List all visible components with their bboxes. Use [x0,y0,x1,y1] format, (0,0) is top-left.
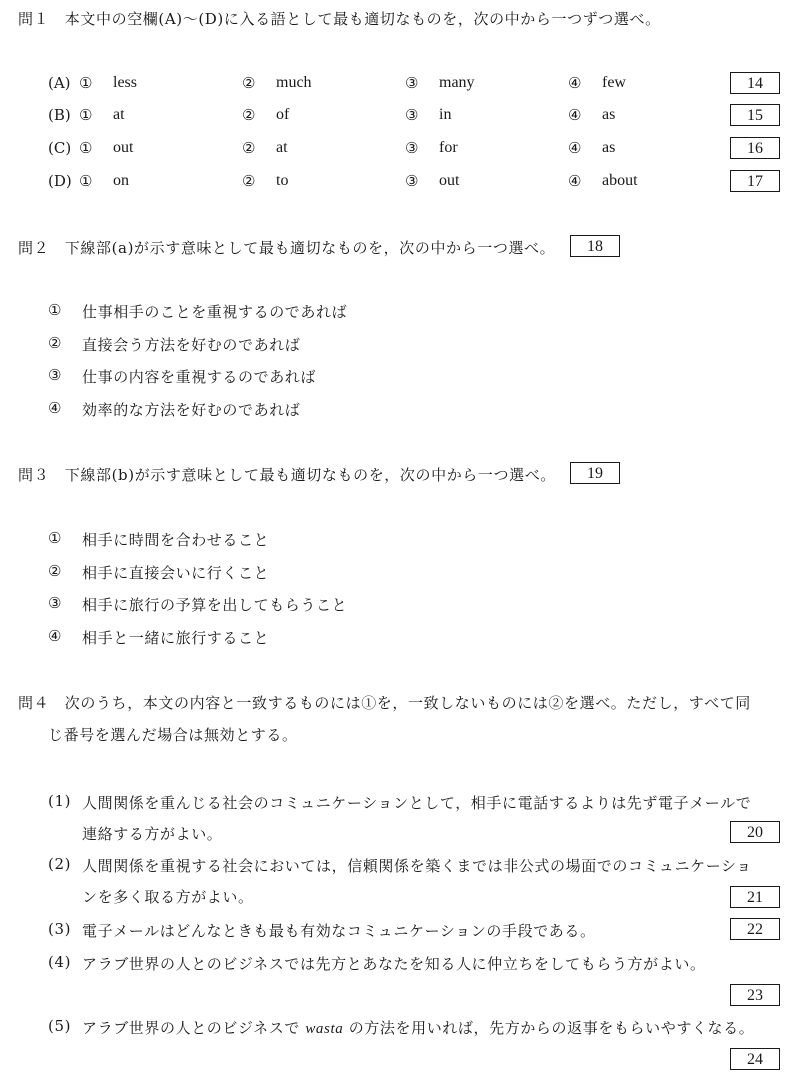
choice-word[interactable]: many [439,74,475,91]
item-text-cont: ンを多く取る方がよい。 [82,888,254,906]
choice-word[interactable]: out [439,172,460,189]
choice-number: ② [242,172,256,190]
choice-number: ④ [48,627,63,645]
choice-text[interactable]: 相手に時間を合わせること [82,531,270,549]
choice-text[interactable]: 効率的な方法を好むのであれば [82,401,301,419]
choice-word[interactable]: on [113,172,129,189]
choice-number: ② [48,334,63,352]
choice-number: ④ [568,106,582,124]
item-text: 人間関係を重んじる社会のコミュニケーションとして，相手に電話するよりは先ず電子メールで [82,794,752,812]
item-text: 電子メールはどんなときも最も有効なコミュニケーションの手段である。 [82,922,596,940]
item-text [82,1017,754,1038]
q1-row-label: (C) [48,139,72,157]
choice-number: ① [79,139,93,157]
answer-box-20[interactable]: 20 [730,821,780,843]
item-text: 人間関係を重視する社会においては，信頼関係を築くまでは非公式の場面でのコミュニケーショ [82,857,752,875]
q1-heading: 問１ 本文中の空欄(A)～(D)に入る語として最も適切なものを，次の中から一つずつ選べ。 [18,10,661,28]
choice-number: ② [242,106,256,124]
choice-number: ① [48,301,63,319]
choice-word[interactable]: much [276,74,312,91]
choice-word[interactable]: out [113,139,134,156]
answer-box-18[interactable]: 18 [570,235,620,257]
choice-number: ① [79,106,93,124]
q3-heading: 問３ 下線部(b)が示す意味として最も適切なものを，次の中から一つ選べ。 [18,466,556,484]
item-text: アラブ世界の人とのビジネスでは先方とあなたを知る人に仲立ちをしてもらう方がよい。 [82,955,706,973]
choice-number: ② [242,139,256,157]
answer-box-23[interactable]: 23 [730,984,780,1006]
item-text-pre: アラブ世界の人とのビジネスで [82,1019,306,1037]
choice-number: ① [48,529,63,547]
choice-text[interactable]: 仕事の内容を重視するのであれば [82,368,317,386]
choice-number: ③ [48,594,63,612]
answer-box-16[interactable]: 16 [730,137,780,159]
answer-box-19[interactable]: 19 [570,462,620,484]
choice-text[interactable]: 相手と一緒に旅行すること [82,629,270,647]
item-term-wasta: wasta [305,1021,344,1037]
choice-number: ① [79,74,93,92]
choice-word[interactable]: at [276,139,288,156]
q1-row-label: (A) [48,74,71,92]
choice-number: ③ [405,139,419,157]
item-text-cont: 連絡する方がよい。 [82,825,223,843]
answer-box-24[interactable]: 24 [730,1048,780,1070]
item-number: (4) [48,953,72,971]
choice-number: ③ [48,366,63,384]
choice-word[interactable]: few [602,74,626,91]
choice-text[interactable]: 仕事相手のことを重視するのであれば [82,303,348,321]
q1-row-label: (D) [48,172,72,190]
choice-text[interactable]: 直接会う方法を好むのであれば [82,336,301,354]
item-number: (2) [48,855,72,873]
answer-box-14[interactable]: 14 [730,72,780,94]
choice-number: ④ [568,74,582,92]
choice-number: ② [242,74,256,92]
item-number: (1) [48,792,72,810]
choice-text[interactable]: 相手に旅行の予算を出してもらうこと [82,596,348,614]
answer-box-15[interactable]: 15 [730,104,780,126]
choice-number: ③ [405,74,419,92]
answer-box-21[interactable]: 21 [730,886,780,908]
item-number: (3) [48,920,72,938]
q1-row-label: (B) [48,106,71,124]
choice-text[interactable]: 相手に直接会いに行くこと [82,564,270,582]
item-number: (5) [48,1017,72,1035]
choice-word[interactable]: at [113,106,125,123]
item-text-post: の方法を用いれば，先方からの返事をもらいやすくなる。 [343,1019,755,1037]
q4-heading-cont: じ番号を選んだ場合は無効とする。 [48,726,298,744]
choice-word[interactable]: for [439,139,458,156]
q2-heading: 問２ 下線部(a)が示す意味として最も適切なものを，次の中から一つ選べ。 [18,239,556,257]
choice-number: ① [79,172,93,190]
answer-box-17[interactable]: 17 [730,170,780,192]
choice-number: ② [48,562,63,580]
choice-number: ③ [405,106,419,124]
choice-word[interactable]: less [113,74,137,91]
choice-number: ④ [48,399,63,417]
choice-number: ④ [568,139,582,157]
choice-word[interactable]: as [602,139,616,156]
choice-word[interactable]: as [602,106,616,123]
choice-number: ③ [405,172,419,190]
choice-word[interactable]: in [439,106,452,123]
choice-word[interactable]: about [602,172,638,189]
answer-box-22[interactable]: 22 [730,918,780,940]
choice-word[interactable]: of [276,106,290,123]
q4-heading: 問４ 次のうち，本文の内容と一致するものには①を，一致しないものには②を選べ。ただし，すべて同 [18,694,751,712]
choice-number: ④ [568,172,582,190]
choice-word[interactable]: to [276,172,289,189]
